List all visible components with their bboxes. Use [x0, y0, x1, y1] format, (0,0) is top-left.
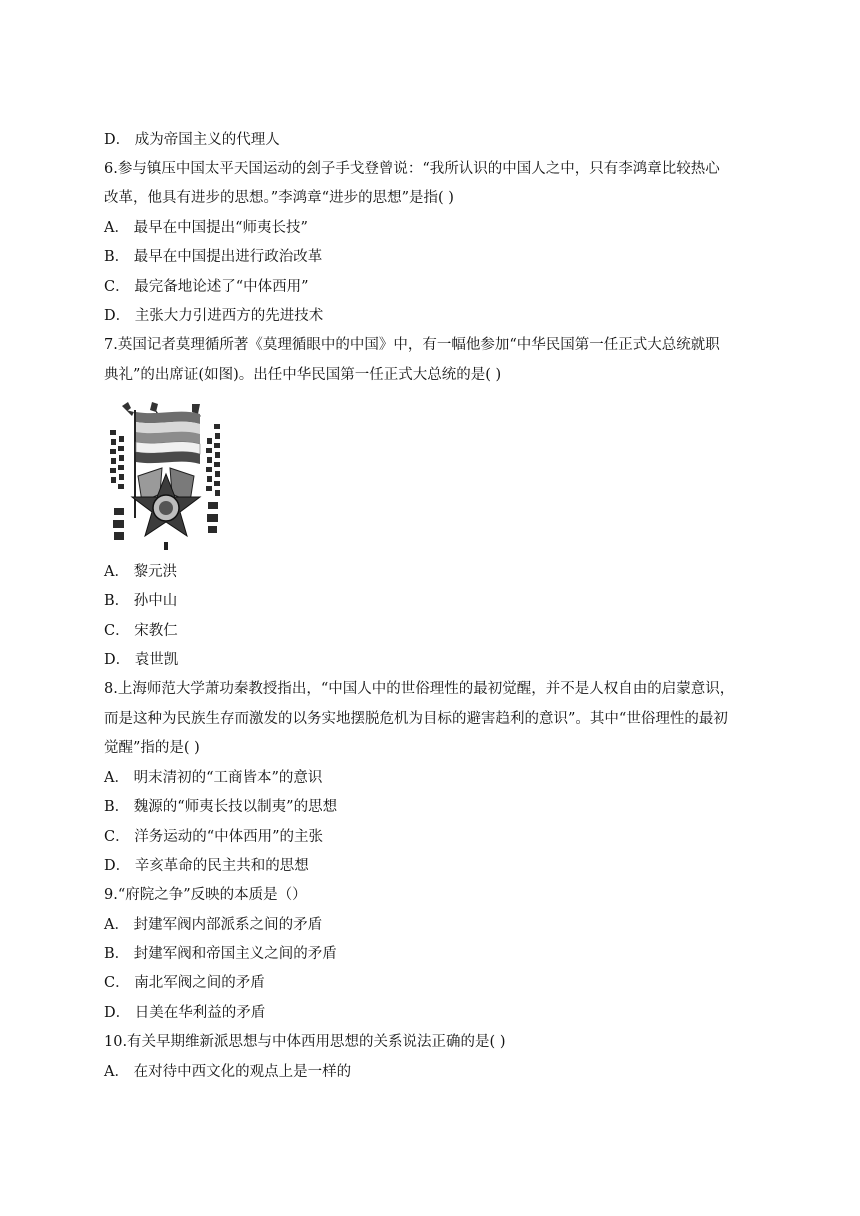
q6-stem-line2: 改革，他具有进步的思想。”李鸿章“进步的思想”是指( )	[104, 190, 454, 206]
q7-stem-line2: 典礼”的出席证(如图)。出任中华民国第一任正式大总统的是( )	[104, 367, 502, 383]
q9-option-c: C． 南北军阀之间的矛盾	[104, 975, 265, 991]
q9-option-b: B． 封建军阀和帝国主义之间的矛盾	[104, 946, 337, 962]
q8-option-c: C． 洋务运动的“中体西用”的主张	[104, 829, 324, 845]
q7-option-c: C． 宋教仁	[104, 623, 178, 639]
q6-option-d: D． 主张大力引进西方的先进技术	[104, 308, 324, 324]
q9-option-a: A． 封建军阀内部派系之间的矛盾	[104, 917, 323, 933]
q5-option-d: D． 成为帝国主义的代理人	[104, 132, 280, 148]
q9-option-d: D． 日美在华利益的矛盾	[104, 1005, 266, 1021]
q10-stem-line1: 10.有关早期维新派思想与中体西用思想的关系说法正确的是( )	[104, 1034, 506, 1050]
invitation-card-image	[104, 398, 228, 550]
q7-option-a: A． 黎元洪	[104, 564, 178, 580]
q8-stem-line3: 觉醒”指的是( )	[104, 740, 200, 756]
q6-option-a: A． 最早在中国提出“师夷长技”	[104, 220, 308, 236]
q9-stem-line1: 9.“府院之争”反映的本质是（）	[104, 887, 307, 903]
q6-option-b: B． 最早在中国提出进行政治改革	[104, 249, 323, 265]
q8-option-d: D． 辛亥革命的民主共和的思想	[104, 858, 309, 874]
q7-stem-line1: 7.英国记者莫理循所著《莫理循眼中的中国》中，有一幅他参加“中华民国第一任正式大总统就职	[104, 337, 720, 353]
q8-option-b: B． 魏源的“师夷长技以制夷”的思想	[104, 799, 338, 815]
q6-option-c: C． 最完备地论述了“中体西用”	[104, 279, 309, 295]
q7-option-b: B． 孙中山	[104, 593, 178, 609]
q7-option-d: D． 袁世凯	[104, 652, 179, 668]
invitation-card-illustration	[104, 398, 228, 550]
q8-option-a: A． 明末清初的“工商皆本”的意识	[104, 770, 323, 786]
q6-stem-line1: 6.参与镇压中国太平天国运动的刽子手戈登曾说：“我所认识的中国人之中，只有李鸿章比较热心	[104, 161, 720, 177]
q8-stem-line2: 而是这种为民族生存而激发的以务实地摆脱危机为目标的避害趋利的意识”。其中“世俗理性的最初	[104, 711, 728, 727]
q8-stem-line1: 8.上海师范大学萧功秦教授指出，“中国人中的世俗理性的最初觉醒，并不是人权自由的启蒙意识，	[104, 681, 735, 697]
q10-option-a: A． 在对待中西文化的观点上是一样的	[104, 1064, 352, 1080]
